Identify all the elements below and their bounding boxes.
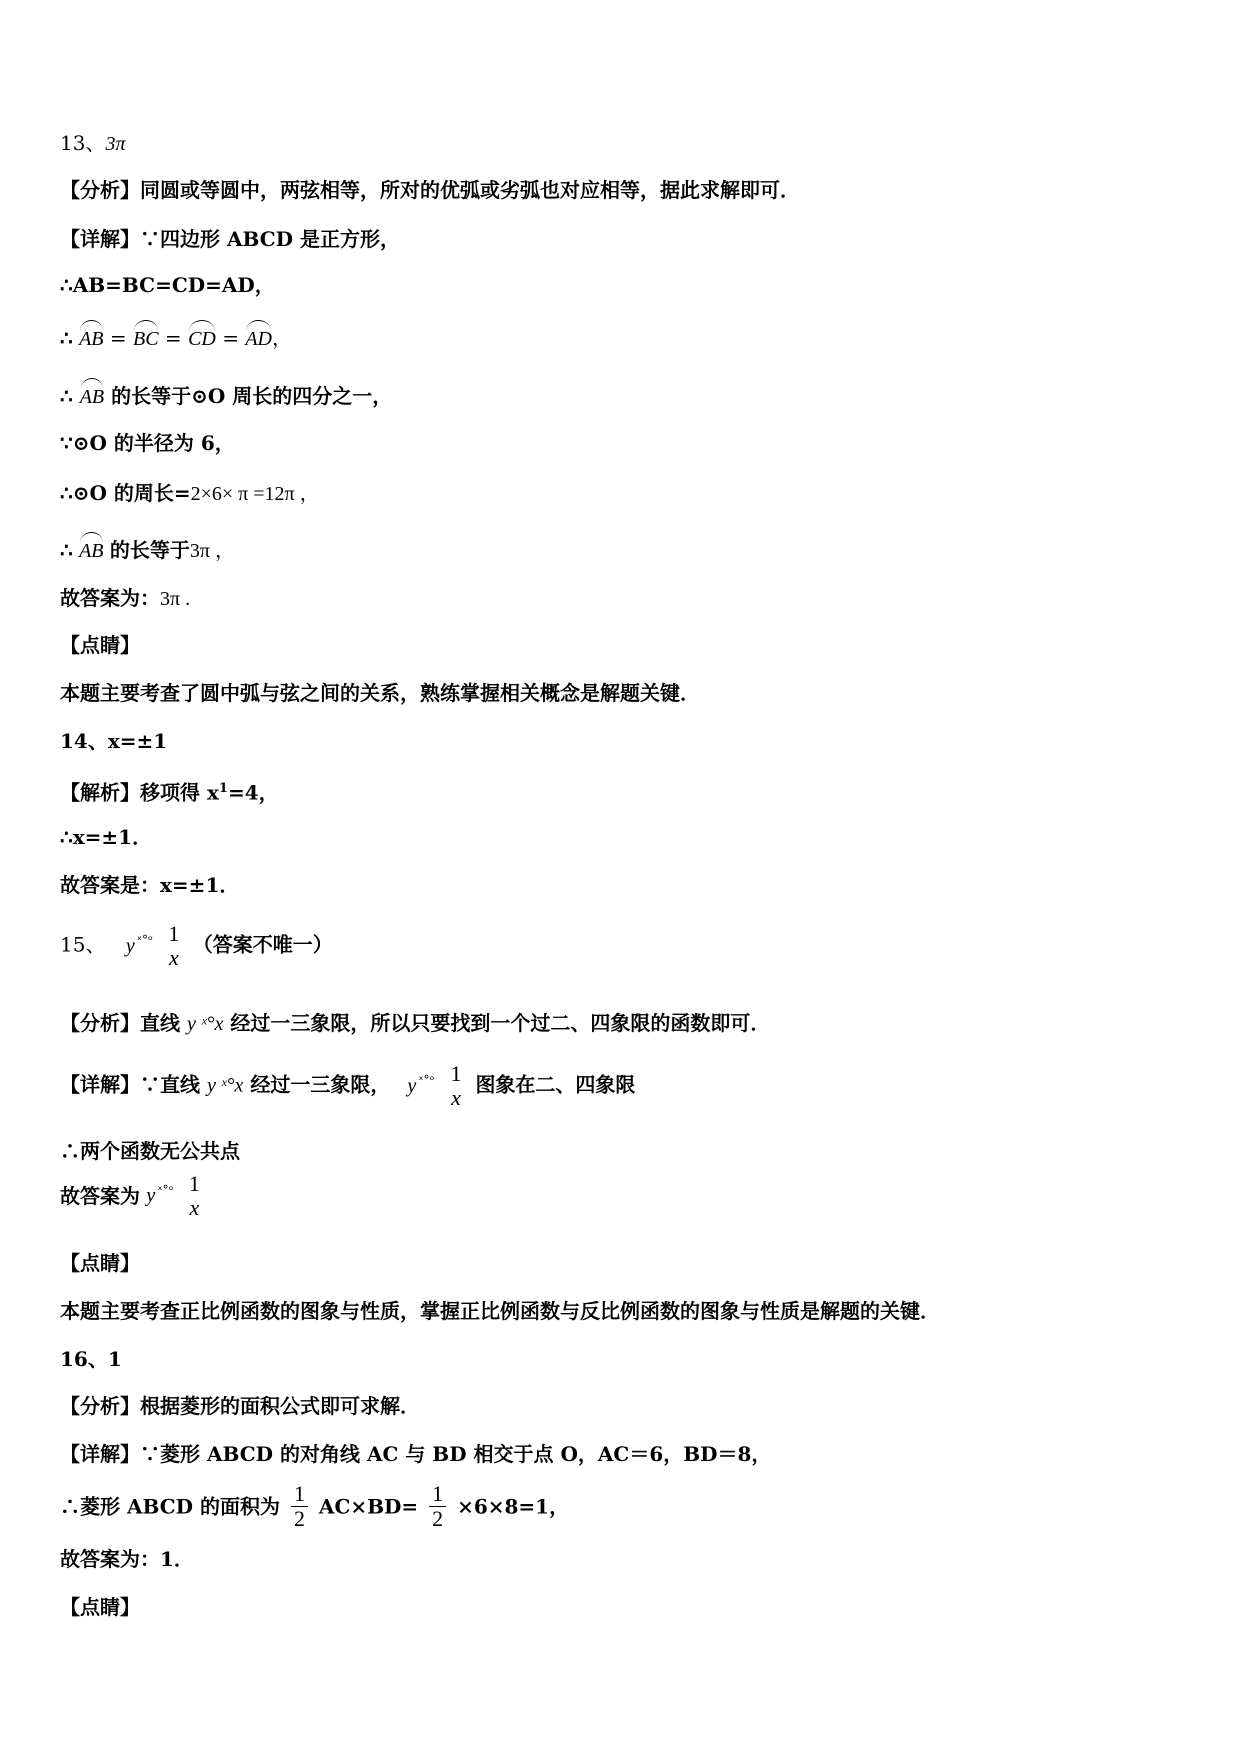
- arc-cd: CD: [188, 320, 216, 352]
- q16-heading: 16、1: [60, 1347, 122, 1371]
- arc-ad: AD: [245, 320, 272, 352]
- q16-detail: 【详解】∵菱形 ABCD 的对角线 AC 与 BD 相交于点 O，AC＝6，BD＝8，: [60, 1442, 772, 1466]
- q15-note-title: 【点睛】: [60, 1251, 140, 1275]
- q15-fraction: 1 x: [168, 921, 180, 970]
- q14-final: 故答案是：x=±1．: [60, 873, 240, 897]
- q15-final: 故答案为 y $^{ˣ^\circ ᵒ}$ 1 x: [60, 1172, 207, 1220]
- q15-final-fraction: 1 x: [188, 1171, 200, 1220]
- arc-ab: AB: [79, 320, 103, 352]
- q15-heading: 15、 y $^{ˣ^\circ ᵒ}$ 1 x （答案不唯一）: [60, 921, 333, 970]
- q16-half-1: $\frac{1}{2}$: [291, 1482, 308, 1531]
- q13-step4: ∵⊙O 的半径为 6，: [60, 431, 235, 455]
- arc-bc: BC: [133, 320, 159, 352]
- q14-step1: ∴x=±1．: [60, 825, 153, 849]
- q15-analysis: 【分析】直线 y ˣ°x 经过一三象限，所以只要找到一个过二、四象限的函数即可．: [60, 1011, 771, 1035]
- q13-step5: ∴⊙O 的周长=2×6× π =12π ，: [60, 481, 320, 505]
- q16-half-2: $\frac{1}{2}$: [429, 1482, 446, 1531]
- q16-note-title: 【点睛】: [60, 1595, 140, 1619]
- q14-heading: 14、x=±1: [60, 729, 168, 753]
- q13-step6: ∴ AB 的长等于3π ，: [60, 532, 235, 564]
- q15-step1: ∴两个函数无公共点: [60, 1139, 240, 1163]
- q15-note: 本题主要考查正比例函数的图象与性质，掌握正比例函数与反比例函数的图象与性质是解题的关键．: [60, 1299, 940, 1323]
- q14-analysis: 【解析】移项得 $x^1=4$，: [60, 780, 279, 805]
- q13-final: 故答案为：3π .: [60, 586, 191, 610]
- q13-answer: 3π: [105, 133, 126, 155]
- q13-analysis: 【分析】同圆或等圆中，两弦相等，所对的优弧或劣弧也对应相等，据此求解即可．: [60, 178, 800, 202]
- q15-detail-fraction: 1 x: [450, 1061, 462, 1110]
- q16-step1: ∴菱形 ABCD 的面积为 $\frac{1}{2}$ AC×BD= $\frac{1}{2}$ ×6×8=1，: [60, 1481, 570, 1531]
- q13-heading: 13、3π: [60, 131, 126, 155]
- q13-step1: ∴AB=BC=CD=AD，: [60, 273, 275, 297]
- arc-ab-2: AB: [80, 378, 104, 410]
- q13-note: 本题主要考查了圆中弧与弦之间的关系，熟练掌握相关概念是解题关键．: [60, 681, 700, 705]
- q13-step2: ∴ AB = BC = CD = AD，: [60, 320, 292, 352]
- arc-ab-3: AB: [79, 532, 103, 564]
- q13-detail: 【详解】∵四边形 ABCD 是正方形，: [60, 227, 400, 251]
- q13-note-title: 【点睛】: [60, 633, 140, 657]
- q13-step3: ∴ AB 的长等于⊙O 周长的四分之一，: [60, 378, 392, 410]
- q15-detail: 【详解】∵直线 y ˣ°x 经过一三象限， y $^{ˣ^\circ ᵒ}$ 1 x 图象在二、四象限: [60, 1061, 636, 1110]
- q16-analysis: 【分析】根据菱形的面积公式即可求解．: [60, 1394, 420, 1418]
- q16-final: 故答案为：1．: [60, 1547, 194, 1571]
